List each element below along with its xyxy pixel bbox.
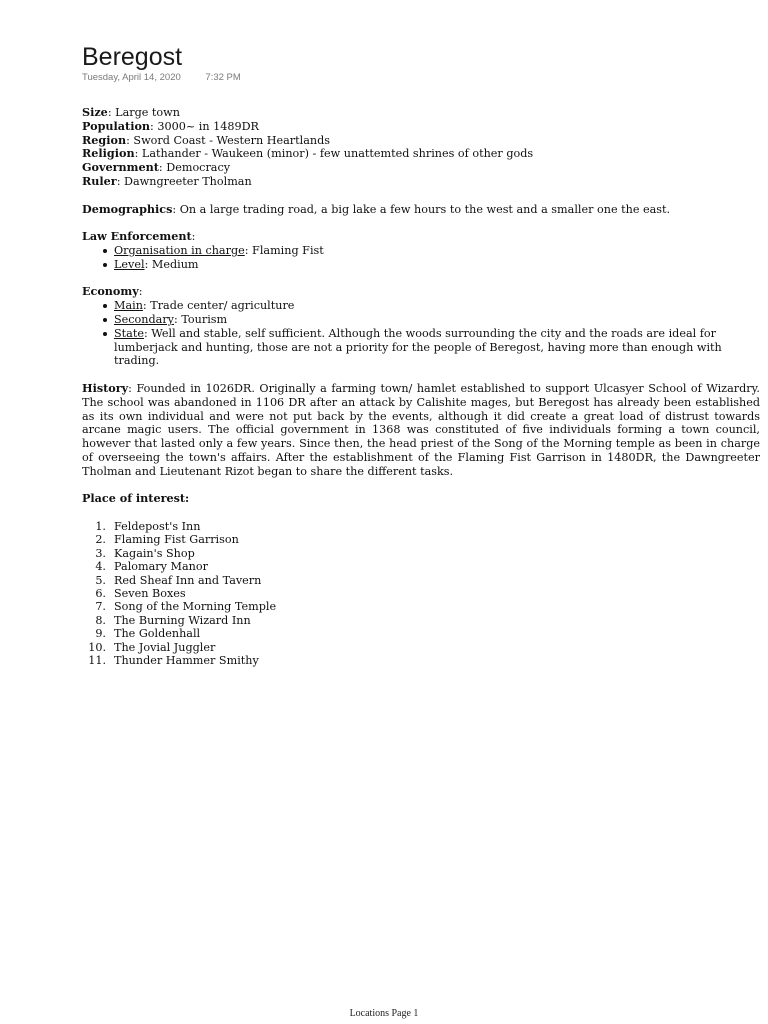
list-item: 1. Feldepost's Inn [95, 519, 201, 533]
list-item: 7. Song of the Morning Temple [95, 600, 277, 614]
page-meta [82, 72, 241, 84]
page-title: Beregost [82, 43, 183, 71]
demographics: Demographics: On a large trading road, a big lake a few hours to the west and a smaller one the east. [82, 201, 671, 216]
fact-religion: Religion: Lathander - Waukeen (minor) - few unattemted shrines of other gods [82, 146, 534, 161]
list-item: 4. Palomary Manor [95, 560, 208, 574]
list-item: Organisation in charge: Flaming Fist [82, 244, 760, 258]
fact-region: Region: Sword Coast - Western Heartlands [82, 132, 330, 147]
list-item: 6. Seven Boxes [95, 586, 186, 600]
page-date: Tuesday, April 14, 2020 [82, 72, 181, 83]
places-heading: Place of interest: [82, 491, 190, 506]
facts-block [82, 106, 760, 189]
list-item: Level: Medium [82, 258, 760, 272]
list-item: 2. Flaming Fist Garrison [95, 533, 239, 547]
list-item: Main: Trade center/ agriculture [82, 299, 760, 313]
list-item: 10. The Jovial Juggler [88, 640, 216, 654]
law-enforcement-heading: Law Enforcement: [82, 229, 196, 244]
law-enforcement-list [82, 244, 760, 272]
fact-ruler: Ruler: Dawngreeter Tholman [82, 173, 252, 188]
history: History: Founded in 1026DR. Originally a farming town/ hamlet established to support Ulcasyer School of Wizardry. The school was abandoned in 1106 DR after an attack by Calishite mages, but Beregost has already been established as its own individual and were not put back by the events, although it did create a great load of distrust towards arcane magic users. The official government in 1368 was constituted of five individuals forming a town council, however that lasted only a few years. Since then, the head priest of the Song of the Morning temple as been in charge of overseeing the town's affairs. After the establishment of the Flaming Fist Garrison in 1480DR, the Dawngreeter Tholman and Lieutenant Rizot began to share the different tasks. [82, 380, 760, 478]
list-item: 3. Kagain's Shop [95, 546, 195, 560]
fact-population: Population: 3000~ in 1489DR [82, 118, 259, 133]
places-list [82, 520, 760, 667]
list-item: 9. The Goldenhall [95, 627, 201, 641]
list-item: 11. Thunder Hammer Smithy [88, 653, 259, 667]
list-item: Secondary: Tourism [82, 313, 760, 327]
economy-list [82, 299, 760, 368]
page-footer: Locations Page 1 [349, 1008, 419, 1019]
note-content [82, 106, 760, 667]
economy-heading: Economy: [82, 284, 143, 299]
list-item: 8. The Burning Wizard Inn [95, 613, 251, 627]
fact-size: Size: Large town [82, 105, 180, 119]
list-item: State: Well and stable, self sufficient. Although the woods surrounding the city and the roads are ideal for lumberjack and hunting, those are not a priority for the people of Beregost, having more than enough with trading. [82, 327, 760, 368]
list-item: 5. Red Sheaf Inn and Tavern [95, 573, 262, 587]
fact-government: Government: Democracy [82, 160, 231, 175]
page-time: 7:32 PM [205, 72, 241, 83]
